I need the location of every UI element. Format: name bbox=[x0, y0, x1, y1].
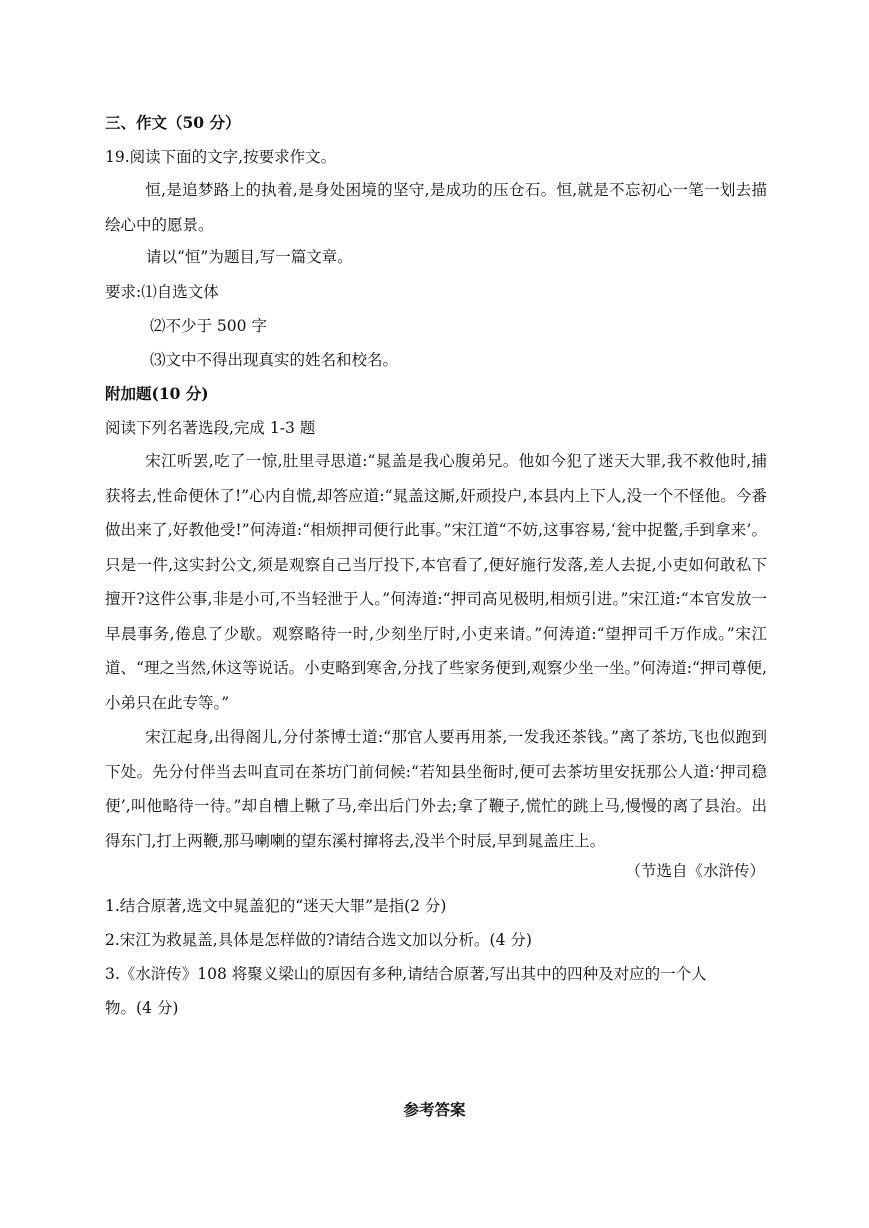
bonus-question-3-line-1: 3.《水浒传》108 将聚义梁山的原因有多种,请结合原著,写出其中的四种及对应的一个人 bbox=[105, 965, 707, 983]
bonus-intro: 阅读下列名著选段,完成 1-3 题 bbox=[105, 419, 316, 437]
bonus-question-1: 1.结合原著,选文中晁盖犯的“迷天大罪”是指(2 分) bbox=[105, 897, 447, 915]
requirement-3: ⑶文中不得出现真实的姓名和校名。 bbox=[150, 351, 399, 369]
essay-prompt: 请以“恒”为题目,写一篇文章。 bbox=[146, 248, 353, 266]
bonus-question-2: 2.宋江为救晁盖,具体是怎样做的?请结合选文加以分析。(4 分) bbox=[105, 931, 532, 949]
section-heading: 三、作文（50 分） bbox=[105, 113, 241, 132]
passage-source: （节选自《水浒传） bbox=[625, 862, 765, 880]
requirement-1: 要求:⑴自选文体 bbox=[105, 283, 219, 301]
answers-heading: 参考答案 bbox=[403, 1100, 466, 1119]
bonus-heading: 附加题(10 分) bbox=[105, 384, 209, 403]
passage-paragraph-1: 宋江听罢,吃了一惊,肚里寻思道:“晁盖是我心腹弟兄。他如今犯了迷天大罪,我不救他时,捕获将去,性命便休了!”心内自慌,却答应道:“晁盖这厮,奸顽投户,本县内上下人,没一个不怪他。今番做出来了,好教他受!”何涛道:“相烦押司便行此事。”宋江道“不妨,这事容易,‘瓮中捉鳖,手到拿来’。只是一件,这实封公文,须是观察自己当厅投下,本官看了,便好施行发落,差人去捉,小吏如何敢私下擅开?这件公事,非是小可,不当轻泄于人。”何涛道:“押司高见极明,相烦引进。”宋江道:“本官发放一早晨事务,倦息了少歇。观察略待一时,少刻坐厅时,小吏来请。”何涛道:“望押司千万作成。”宋江道、“理之当然,休这等说话。小吏略到寒舍,分找了些家务便到,观察少坐一坐。”何涛道:“押司尊便,小弟只在此专等。” bbox=[105, 452, 767, 712]
essay-material: 恒,是追梦路上的执着,是身处困境的坚守,是成功的压仓石。恒,就是不忘初心一笔一划去描绘心中的愿景。 bbox=[105, 181, 767, 234]
requirement-2: ⑵不少于 500 字 bbox=[150, 317, 267, 335]
passage-paragraph-2: 宋江起身,出得阁儿,分付茶博士道:“那官人要再用茶,一发我还茶钱。”离了茶坊,飞也似跑到下处。先分付伴当去叫直司在茶坊门前伺候:“若知县坐衙时,便可去茶坊里安抚那公人道:‘押司稳便’,叫他略待一待。”却自槽上鞦了马,牵出后门外去;拿了鞭子,慌忙的跳上马,慢慢的离了县治。出得东门,打上两鞭,那马喇喇的望东溪村撺将去,没半个时辰,早到晁盖庄上。 bbox=[105, 728, 767, 850]
bonus-question-3-line-2: 物。(4 分) bbox=[105, 999, 179, 1017]
question-19: 19.阅读下面的文字,按要求作文。 bbox=[105, 148, 337, 166]
